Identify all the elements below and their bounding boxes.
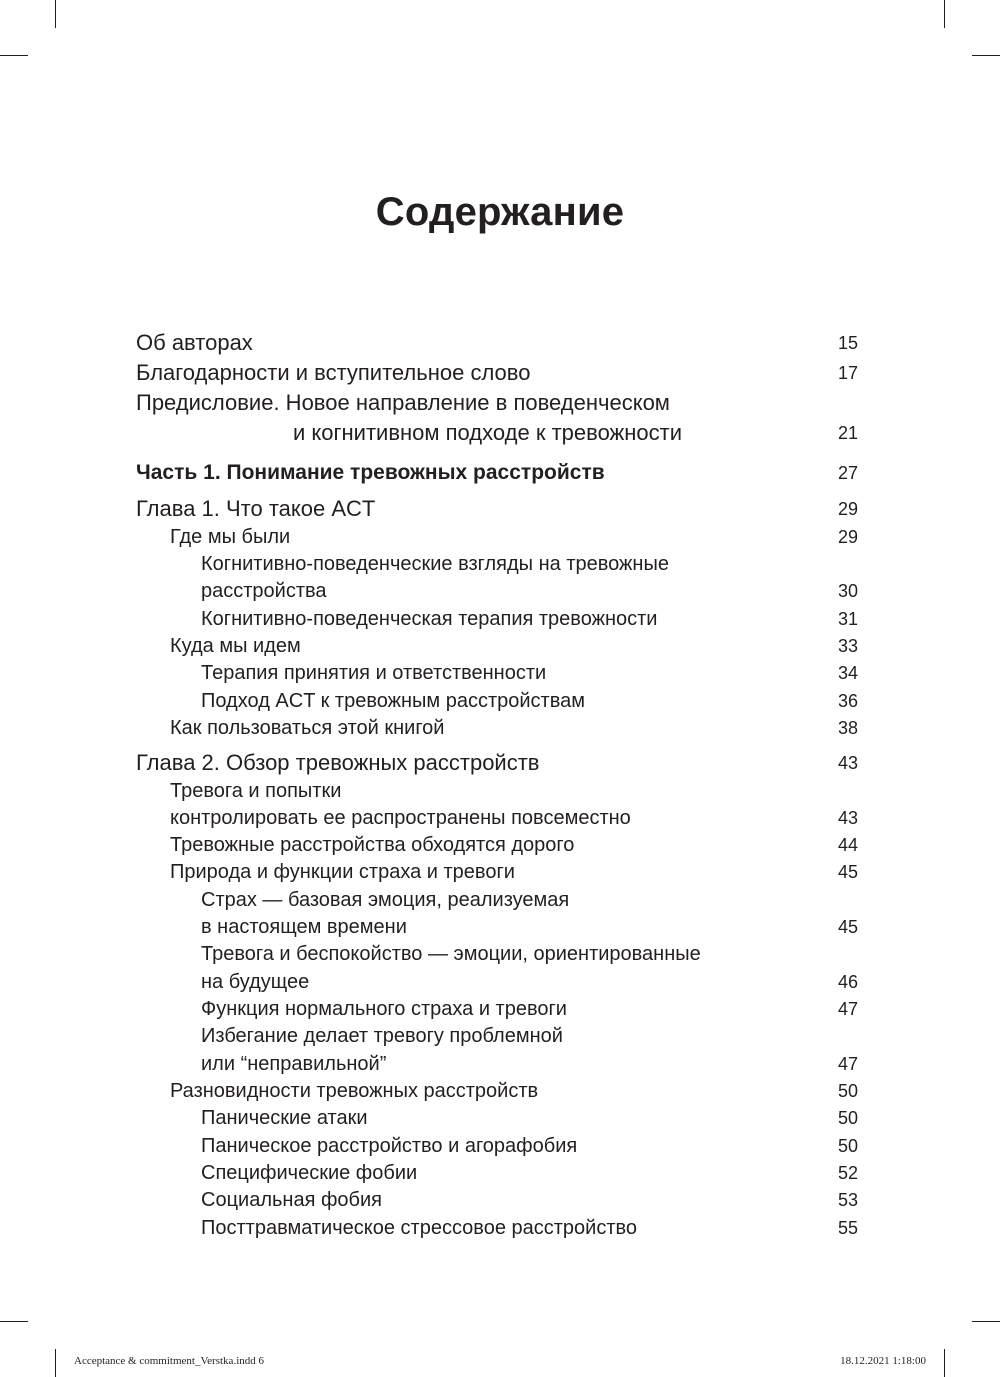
- toc-entry: Предисловие. Новое направление в поведенческом: [136, 390, 670, 415]
- page-number: 29: [837, 527, 858, 547]
- page-number: 27: [837, 463, 858, 483]
- page-number: 29: [837, 499, 858, 519]
- toc-entry: в настоящем времени 45: [0, 913, 1000, 941]
- toc-entry: и когнитивном подходе к тревожности 21: [293, 420, 858, 445]
- page-number: 47: [837, 1054, 858, 1074]
- page-number: 21: [837, 423, 858, 443]
- toc-part-heading: Часть 1. Понимание тревожных расстройств 27: [0, 459, 1000, 487]
- toc-entry: Паническое расстройство и агорафобия 50: [0, 1132, 1000, 1160]
- page-number: 33: [837, 636, 858, 656]
- toc-entry: Панические атаки 50: [0, 1104, 1000, 1132]
- toc-entry: Страх — базовая эмоция, реализуемая: [201, 889, 570, 911]
- page-number: 47: [837, 999, 858, 1019]
- toc-entry: Где мы были 29: [0, 523, 1000, 551]
- page-number: 30: [837, 581, 858, 601]
- page-title: Содержание: [375, 190, 625, 234]
- toc-entry: Благодарности и вступительное слово 17: [136, 360, 858, 385]
- toc-entry: Как пользоваться этой книгой 38: [0, 714, 1000, 742]
- toc-entry: Социальная фобия 53: [0, 1186, 1000, 1214]
- page-number: 38: [837, 718, 858, 738]
- toc-chapter: Глава 1. Что такое ACT 29: [136, 496, 858, 521]
- toc-entry: Посттравматическое стрессовое расстройство 55: [0, 1214, 1000, 1242]
- page-number: 34: [837, 663, 858, 683]
- page-number: 53: [837, 1190, 858, 1210]
- toc-chapter: Глава 2. Обзор тревожных расстройств 43: [136, 750, 858, 775]
- page-number: 46: [837, 972, 858, 992]
- page-number: 36: [837, 691, 858, 711]
- toc-entry: Когнитивно-поведенческая терапия тревожности 31: [0, 605, 1000, 633]
- toc-entry: Тревога и беспокойство — эмоции, ориентированные: [201, 943, 701, 965]
- toc-entry: Когнитивно-поведенческие взгляды на тревожные: [201, 553, 669, 575]
- toc-entry: Тревога и попытки: [170, 780, 342, 802]
- toc-entry: на будущее 46: [0, 968, 1000, 996]
- page-number: 50: [837, 1108, 858, 1128]
- page-number: 15: [837, 333, 858, 353]
- toc-entry: Функция нормального страха и тревоги 47: [0, 995, 1000, 1023]
- footer-timestamp: 18.12.2021 1:18:00: [840, 1355, 926, 1367]
- page-number: 45: [837, 862, 858, 882]
- page-number: 52: [837, 1163, 858, 1183]
- footer-filename: Acceptance & commitment_Verstka.indd 6: [74, 1355, 264, 1367]
- toc-entry: Куда мы идем 33: [0, 632, 1000, 660]
- toc-entry: Природа и функции страха и тревоги 45: [0, 858, 1000, 886]
- toc-entry: Об авторах 15: [136, 330, 858, 355]
- toc-entry: или “неправильной” 47: [0, 1050, 1000, 1078]
- page-number: 45: [837, 917, 858, 937]
- page-number: 17: [837, 363, 858, 383]
- page-number: 55: [837, 1218, 858, 1238]
- toc-entry: Тревожные расстройства обходятся дорого 44: [0, 831, 1000, 859]
- toc-entry: Разновидности тревожных расстройств 50: [0, 1077, 1000, 1105]
- toc-entry: контролировать ее распространены повсеместно 43: [0, 804, 1000, 832]
- toc-entry: Избегание делает тревогу проблемной: [201, 1025, 563, 1047]
- page-number: 43: [837, 753, 858, 773]
- toc-entry: Подход ACT к тревожным расстройствам 36: [0, 687, 1000, 715]
- page-number: 31: [837, 609, 858, 629]
- page-number: 50: [837, 1081, 858, 1101]
- page-number: 44: [837, 835, 858, 855]
- page-number: 50: [837, 1136, 858, 1156]
- toc-entry: расстройства 30: [0, 577, 1000, 605]
- toc-entry: Терапия принятия и ответственности 34: [0, 659, 1000, 687]
- toc-entry: Специфические фобии 52: [0, 1159, 1000, 1187]
- page-number: 43: [837, 808, 858, 828]
